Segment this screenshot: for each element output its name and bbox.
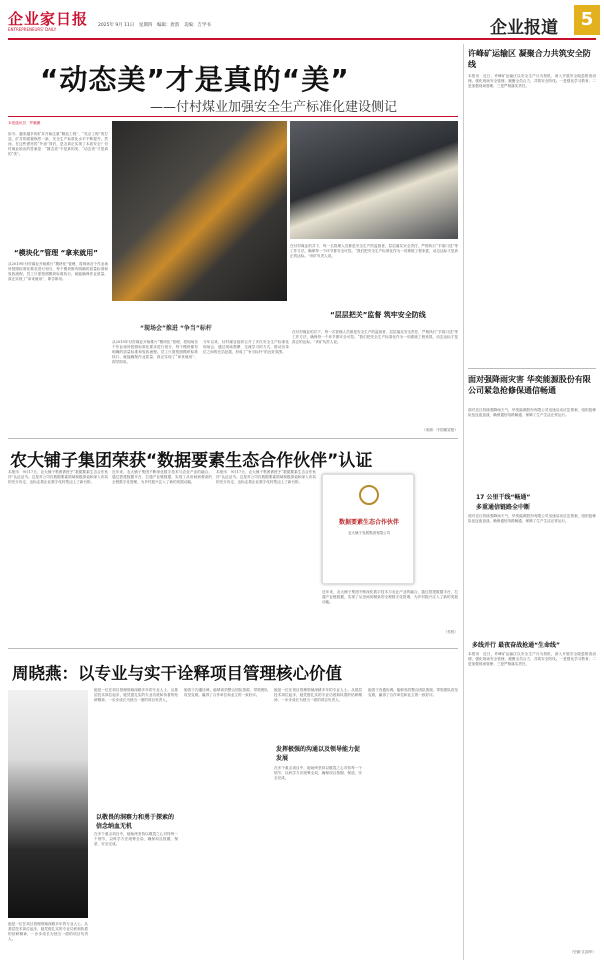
masthead-subtitle: ENTREPRENEURS' DAILY <box>8 27 57 32</box>
side-b-heading-1: 17 公里干线“畅通” <box>476 494 531 501</box>
lead-subtitle: ——付村煤业加强安全生产标准化建设侧记 <box>150 100 398 115</box>
lead-endnote: （来源：中国煤炭报） <box>422 428 458 432</box>
header-rule <box>8 38 596 40</box>
lead-paragraph-4a: 在付村煤业的井下，每一名管理人员都是安全生产的监督者，层层落实安全责任，严格执行“手指口述”等工作方法，确保每一个环节都安全可控。“我们把安全生产标准化作为一项系统工程来抓，动态达标才是真正的达标。”该矿负责人说。 <box>290 244 458 259</box>
certificate-org: 农大铺子发展集团有限公司 <box>348 531 390 535</box>
side-b-paragraph-2: 面对近日持续强降雨天气，华奕能源股份有限公司迅速启动应急预案，组织抢修队伍连夜奋战，确保通信线路畅通，保障了生产生活正常运行。 <box>468 514 596 524</box>
side-divider-1 <box>468 368 596 369</box>
profile-caption: 她是一位在项目管理领域深耕多年的专业人士。从基层技术岗位起步，她凭借扎实的专业功底和执着的钻研精神，一步步成长为独当一面的项目负责人。 <box>8 922 88 942</box>
lead-quote: “现场会”推进 “争当”标杆 <box>140 325 212 332</box>
agri-paragraph-1b: 本报讯 9月17日，农大铺子集团被授予“数据要素生态合作伙伴”认证证书。这是对公司在数据要素领域积极探索和深入布局的充分肯定，也标志着企业数字化转型迈上了新台阶。 <box>216 470 316 485</box>
side-b-heading-3: 多线并行 最夜奋战抢通“生命线” <box>472 642 560 649</box>
certificate-image <box>322 474 414 584</box>
lead-byline: 本报通讯员 罗鹏鹏 <box>8 121 41 125</box>
certificate-title: 数据要素生态合作伙伴 <box>338 519 399 526</box>
profile-paragraph-3: 她善于沟通协调，能够高效整合团队资源，带领团队攻坚克难，赢得了合作单位和业主的一致好评。 <box>184 688 268 698</box>
mine-photo-right <box>290 121 458 239</box>
profile-paragraph-1: 她是一位在项目管理领域深耕多年的专业人士。从基层技术岗位起步，她凭借扎实的专业功底和执着的钻研精神，一步步成长为独当一面的项目负责人。 <box>94 688 178 703</box>
lead-title: “动态美”才是真的“美” <box>40 63 350 96</box>
side-b-paragraph: 面对近日持续强降雨天气，华奕能源股份有限公司迅速启动应急预案，组织抢修队伍连夜奋战，确保通信线路畅通，保障了生产生活正常运行。 <box>468 408 596 418</box>
masthead-logo: 企业家日报 <box>8 10 89 28</box>
agri-paragraph-2: 近年来，农大铺子集团不断深化数字技术与农业产业的融合，通过搭建数据平台、打通产业链数据，实现了从田间到餐桌的全程数字化管理，为乡村振兴注入了新的发展动能。 <box>112 470 212 485</box>
lead-rule <box>8 116 458 117</box>
lead-paragraph-4: 在付村煤业的井下，每一名管理人员都是安全生产的监督者，层层落实安全责任，严格执行“手指口述”等工作方法，确保每一个环节都安全可控。“我们把安全生产标准化作为一项系统工程来抓，动态达标才是真正的达标。”该矿负责人说。 <box>292 330 458 345</box>
lead-paragraph-2: 从2019年付村煤业开始推行“模块化”管理，将现场各个作业场所按照标准化要求进行划分，每个模块都有明确的质量标准和验收流程。员工只需按照模块标准执行，就能确保作业质量，真正实现了“拿来就用”、即学即用。 <box>8 262 108 282</box>
side-b-title: 面对强降雨灾害 华奕能源股份有限公司紧急抢修保通信畅通 <box>468 375 591 395</box>
profile-heading-a: 以敬畏的洞察力和勇于探索的信念纳血无机 <box>96 814 175 830</box>
agri-title: 农大铺子集团荣获“数据要素生态合作伙伴”认证 <box>10 451 373 471</box>
side-b-heading-2: 多重通信链路全中断 <box>476 504 531 511</box>
profile-heading-b: 发挥极强的沟通以及领导能力促发展 <box>276 746 361 762</box>
profile-paragraph-3b: 她善于沟通协调，能够高效整合团队资源，带领团队攻坚克难，赢得了合作单位和业主的一致好评。 <box>368 688 458 698</box>
page-number: 5 <box>574 5 600 35</box>
profile-title: 周晓燕：以专业与实干诠释项目管理核心价值 <box>12 664 342 683</box>
agri-paragraph-1: 本报讯 9月17日，农大铺子集团被授予“数据要素生态合作伙伴”认证证书。这是对公司在数据要素领域积极探索和深入布局的充分肯定，也标志着企业数字化转型迈上了新台阶。 <box>8 470 108 485</box>
side-endnote: （史颖 江韵华） <box>569 950 596 954</box>
portrait-photo <box>8 690 88 918</box>
divider-1 <box>8 438 458 439</box>
side-a-title: 许峰矿运输区 凝聚合力共筑安全防线 <box>468 49 591 69</box>
section-title: 企业报道 <box>490 18 558 38</box>
agri-endnote: （朱恒） <box>443 630 458 634</box>
lead-paragraph-1: 如今，越来越多的矿井开始注重“精品工程”、“亮点工程”的打造，矿井的面貌焕然一新，安全生产标准化水平不断提升。然而，在这些漂亮的“外表”背后，是否真正实现了本质安全？付村煤业给出的答案是：“静态美”不是真的美，“动态美”才是真的“美”。 <box>8 132 108 157</box>
lead-heading-a: “模块化”管理 “拿来就用” <box>14 249 98 257</box>
issue-meta: 2025年 9月 11日 星期四 编辑：唐韵 美编：吉学书 <box>98 23 211 28</box>
side-b-paragraph-3: 本报讯 近日，许峰矿运输区以安全生产月为契机，深入开展安全隐患排查治理，强化现场安全管理，凝聚全员合力，共筑安全防线。一是强化学习教育；二是加强现场管理；三是严格落实责任。 <box>468 652 596 667</box>
divider-2 <box>8 648 458 649</box>
lead-paragraph-3: 今年以来，付村煤业组织召开了多次安全生产标准化现场会，通过现场观摩、交流学习的方式，推动各单位之间的比学赶超，形成了“争当标杆”的良好氛围。 <box>203 340 289 355</box>
mine-photo-left <box>112 121 287 301</box>
agri-paragraph-2b: 近年来，农大铺子集团不断深化数字技术与农业产业的融合，通过搭建数据平台、打通产业链数据，实现了从田间到餐桌的全程数字化管理，为乡村振兴注入了新的发展动能。 <box>322 590 458 605</box>
side-a-paragraph: 本报讯 近日，许峰矿运输区以安全生产月为契机，深入开展安全隐患排查治理，强化现场安全管理，凝聚全员合力，共筑安全防线。一是强化学习教育；二是加强现场管理；三是严格落实责任。 <box>468 74 596 89</box>
profile-paragraph-2: 在多个重点项目中，她始终坚持以敬畏之心对待每一个细节，以科学方法统筹全局，确保项目按期、保质、安全完成。 <box>94 832 178 847</box>
lead-heading-b: “层层把关”监督 筑牢安全防线 <box>330 311 426 319</box>
profile-paragraph-1b: 她是一位在项目管理领域深耕多年的专业人士。从基层技术岗位起步，她凭借扎实的专业功底和执着的钻研精神，一步步成长为独当一面的项目负责人。 <box>274 688 362 703</box>
column-divider <box>463 44 464 960</box>
certificate-seal-icon <box>359 485 379 505</box>
profile-paragraph-2b: 在多个重点项目中，她始终坚持以敬畏之心对待每一个细节，以科学方法统筹全局，确保项目按期、保质、安全完成。 <box>274 766 362 781</box>
lead-paragraph-2b: 从2019年付村煤业开始推行“模块化”管理，将现场各个作业场所按照标准化要求进行划分，每个模块都有明确的质量标准和验收流程。员工只需按照模块标准执行，就能确保作业质量，真正实现了“拿来就用”、即学即用。 <box>112 340 198 365</box>
